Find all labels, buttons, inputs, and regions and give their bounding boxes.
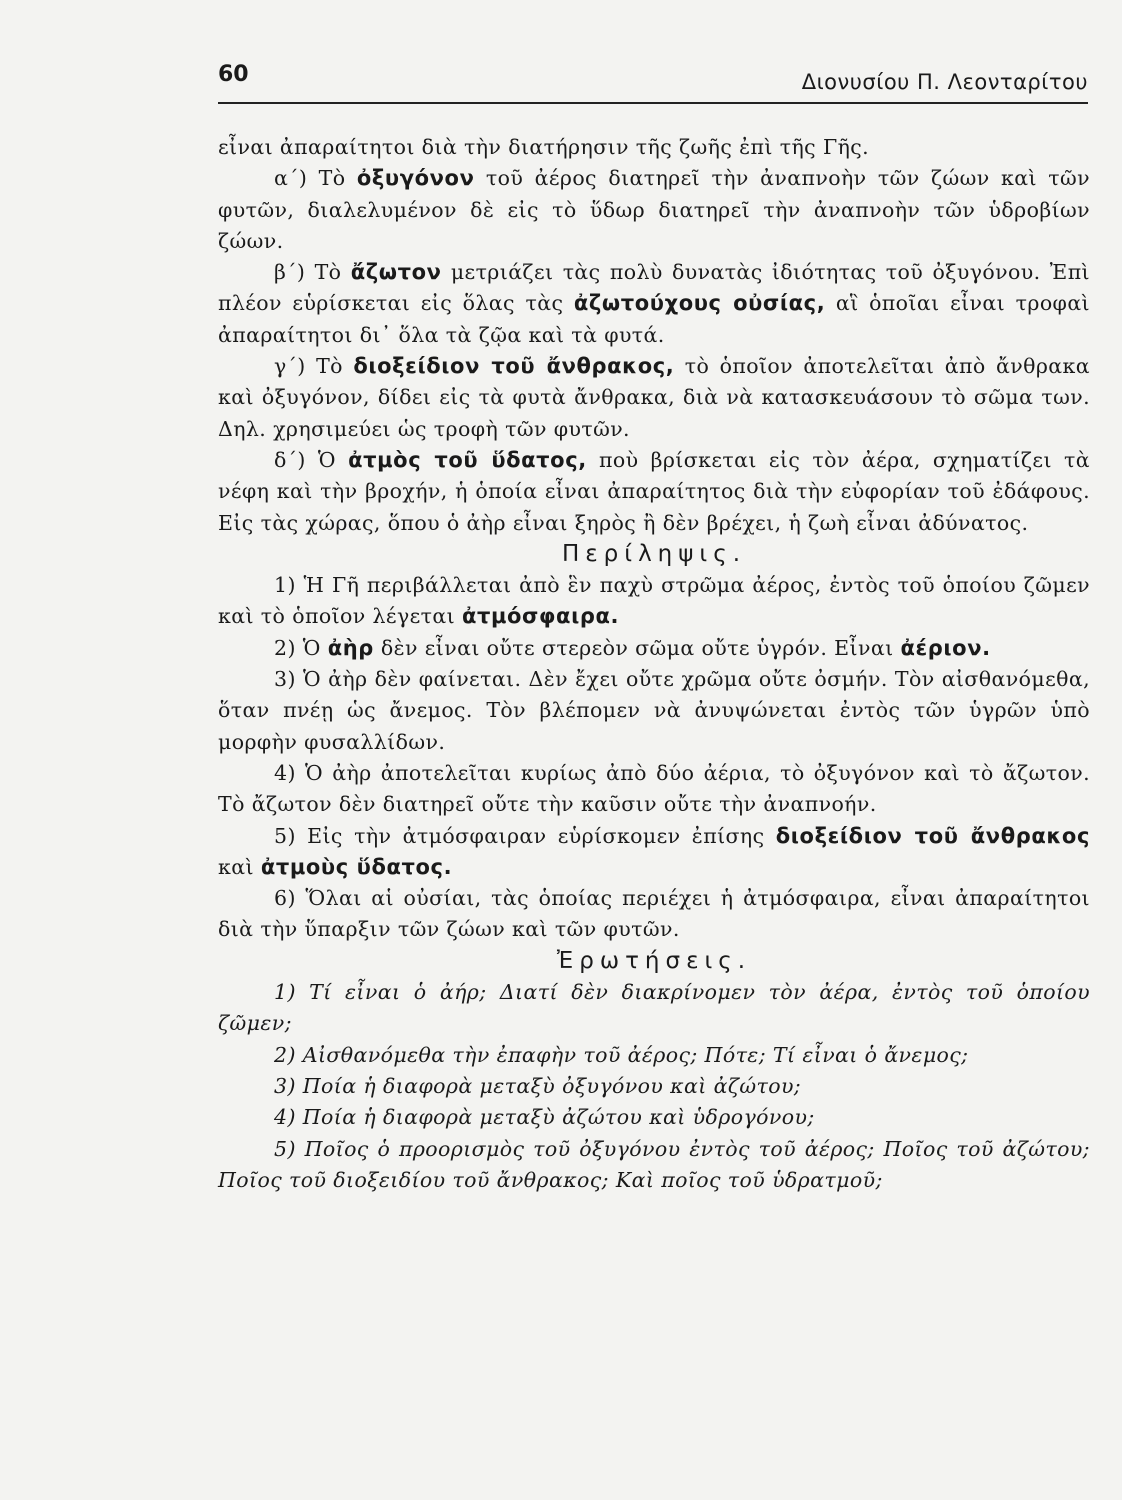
text: ποὺ βρίσκεται εἰς τὸν ἀέρα, σχηματίζει τὰ νέφη καὶ τὴν βροχήν, ἡ ὁποία εἶναι ἀπαραίτητος διὰ τὴν εὐφορίαν τοῦ ἐδάφους. Εἰς τὰς χώρας, ὅπου ὁ ἀὴρ εἶναι ξηρὸς ἢ δὲν βρέχει, ἡ ζωὴ εἶναι ἀδύνατος. [218, 447, 1091, 535]
text: τὸ ὁποῖον ἀποτελεῖται ἀπὸ ἄνθρακα καὶ ὀξυγόνον, δίδει εἰς τὰ φυτὰ ἄνθρακα, διὰ νὰ κατασκευάσουν τὸ σῶμα των. Δηλ. χρησιμεύει ὡς τροφὴ τῶν φυτῶν. [218, 354, 1090, 441]
term-water-vapor: ἀτμὸς τοῦ ὕδατος, [348, 447, 587, 472]
page-body [218, 132, 1090, 1196]
term-oxygen: ὀξυγόνον [356, 166, 475, 191]
paragraph-nitrogen [218, 257, 1090, 351]
term-air: ἀὴρ [327, 635, 374, 660]
text: 2) Ὁ [274, 635, 328, 660]
text: β΄) Τὸ [274, 260, 351, 285]
text: μετριάζει τὰς πολὺ δυνατὰς ἰδιότητας τοῦ ὀξυγόνου. Ἐπὶ πλέον εὑρίσκεται εἰς ὅλας τὰς [218, 260, 1090, 316]
term-gas: ἀέριον. [900, 635, 991, 660]
paragraph-oxygen [218, 163, 1090, 257]
summary-item-5 [218, 821, 1090, 884]
question-item: 4) Ποία ἡ διαφορὰ μεταξὺ ἀζώτου καὶ ὑδρογόνου; [274, 1105, 815, 1130]
summary-item-1 [218, 570, 1090, 633]
question-item: 5) Ποῖος ὁ προορισμὸς τοῦ ὀξυγόνου ἐντὸς τοῦ ἀέρος; Ποῖος τοῦ ἀζώτου; Ποῖος τοῦ διοξειδίου τοῦ ἄνθρακος; Καὶ ποῖος τοῦ ὑδρατμοῦ; [218, 1136, 1090, 1192]
paragraph-carbon-dioxide [218, 351, 1090, 445]
questions-heading: Ἐρωτήσεις. [556, 947, 752, 974]
summary-item-6: 6) Ὅλαι αἱ οὐσίαι, τὰς ὁποίας περιέχει ἡ ἀτμόσφαιρα, εἶναι ἀπαραίτητοι διὰ τὴν ὕπαρξιν τῶν ζώων καὶ τῶν φυτῶν. [218, 886, 1090, 942]
text: δὲν εἶναι οὔτε στερεὸν σῶμα οὔτε ὑγρόν. Εἶναι [373, 635, 901, 660]
term-atmosphere: ἀτμόσφαιρα. [461, 604, 620, 629]
running-title: Διονυσίου Π. Λεονταρίτου [801, 70, 1088, 94]
summary-item-3: 3) Ὁ ἀὴρ δὲν φαίνεται. Δὲν ἔχει οὔτε χρῶμα οὔτε ὀσμήν. Τὸν αἰσθανόμεθα, ὅταν πνέῃ ὡς ἄνεμος. Τὸν βλέπομεν νὰ ἀνυψώνεται ἐντὸς τῶν ὑγρῶν ὑπὸ μορφὴν φυσαλλίδων. [218, 667, 1090, 754]
text: 1) Ἡ Γῆ περιβάλλεται ἀπὸ ἓν παχὺ στρῶμα ἀέρος, ἐντὸς τοῦ ὁποίου ζῶμεν καὶ τὸ ὁποῖον λέγεται [218, 573, 1090, 629]
page-header [218, 62, 1088, 104]
summary-heading: Περίληψις. [561, 540, 747, 567]
text: γ΄) Τὸ [274, 354, 354, 379]
text: αἳ ὁποῖαι εἶναι τροφαὶ ἀπαραίτητοι δι᾽ ὅλα τὰ ζῷα καὶ τὰ φυτά. [218, 291, 1090, 347]
continuation-paragraph: εἶναι ἀπαραίτητοι διὰ τὴν διατήρησιν τῆς ζωῆς ἐπὶ τῆς Γῆς. [218, 135, 870, 159]
question-item: 2) Αἰσθανόμεθα τὴν ἐπαφὴν τοῦ ἀέρος; Πότε; Τί εἶναι ὁ ἄνεμος; [274, 1042, 969, 1067]
question-item: 3) Ποία ἡ διαφορὰ μεταξὺ ὀξυγόνου καὶ ἀζώτου; [274, 1073, 802, 1098]
page-number: 60 [218, 62, 249, 87]
questions-list [218, 977, 1090, 1196]
term-carbon-dioxide: διοξείδιον τοῦ ἄνθρακος, [353, 354, 675, 379]
text: 5) Εἰς τὴν ἀτμόσφαιραν εὑρίσκομεν ἐπίσης [274, 823, 776, 848]
text: καὶ [218, 854, 261, 879]
text: α΄) Τὸ [274, 166, 357, 191]
text: δ΄) Ὁ [274, 447, 349, 472]
paragraph-water-vapor [218, 445, 1090, 539]
summary-item-2 [218, 633, 1090, 664]
term-nitrogenous-substances: ἀζωτούχους οὐσίας, [573, 291, 826, 316]
text: τοῦ ἀέρος διατηρεῖ τὴν ἀναπνοὴν τῶν ζώων καὶ τῶν φυτῶν, διαλελυμένον δὲ εἰς τὸ ὕδωρ διατηρεῖ τὴν ἀναπνοὴν τῶν ὑδροβίων ζώων. [218, 166, 1090, 253]
question-item: 1) Τί εἶναι ὁ ἀήρ; Διατί δὲν διακρίνομεν τὸν ἀέρα, ἐντὸς τοῦ ὁποίου ζῶμεν; [218, 980, 1090, 1036]
term-nitrogen: ἄζωτον [350, 260, 442, 285]
term-water-vapors: ἀτμοὺς ὕδατος. [260, 854, 453, 879]
term-carbon-dioxide: διοξείδιον τοῦ ἄνθρακος [775, 823, 1090, 848]
summary-item-4: 4) Ὁ ἀὴρ ἀποτελεῖται κυρίως ἀπὸ δύο ἀέρια, τὸ ὀξυγόνον καὶ τὸ ἄζωτον. Τὸ ἄζωτον δὲν διατηρεῖ οὔτε τὴν καῦσιν οὔτε τὴν ἀναπνοήν. [218, 760, 1090, 817]
